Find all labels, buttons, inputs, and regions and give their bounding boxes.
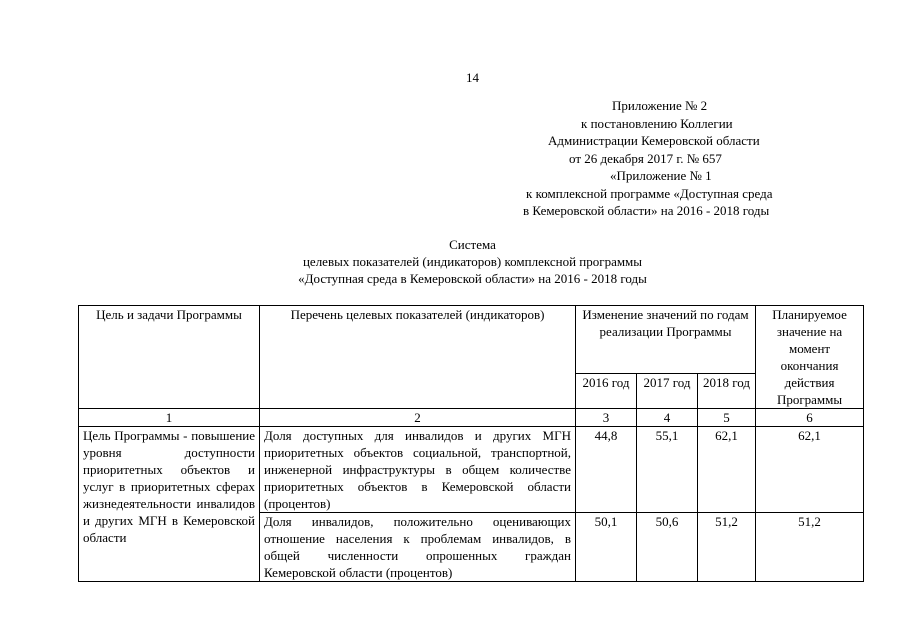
column-number: 3 [576,409,637,427]
value-2017: 50,6 [637,513,698,582]
indicator-cell: Доля инвалидов, положительно оценивающих отношение населения к проблемам инвалидов, в общей численности опрошенных граждан Кемеровской области (процентов) [260,513,576,582]
appendix-line: в Кемеровской области» на 2016 - 2018 годы [523,203,770,218]
column-number: 2 [260,409,576,427]
goal-cell: Цель Программы - повышение уровня доступности приоритетных объектов и услуг в приоритетных сферах жизнедеятельности инвалидов и других МГН в Кемеровской области [79,427,260,582]
column-number: 5 [698,409,756,427]
appendix-line: Приложение № 2 [612,98,708,113]
header-year-2016: 2016 год [576,374,637,409]
appendix-line: от 26 декабря 2017 г. № 657 [569,150,722,166]
column-number: 1 [79,409,260,427]
indicators-table [78,305,864,582]
title-line: «Доступная среда в Кемеровской области» на 2016 - 2018 годы [298,271,647,286]
page-number: 14 [466,70,479,85]
title-line: целевых показателей (индикаторов) комплексной программы [302,254,643,269]
appendix-line: «Приложение № 1 [610,168,712,183]
column-numbers-row [79,409,864,427]
value-planned: 51,2 [756,513,864,582]
header-year-2017: 2017 год [637,374,698,409]
value-2016: 44,8 [576,427,637,513]
appendix-header [470,97,870,220]
header-planned: Планируемое значение на момент окончания действия Программы [756,306,864,409]
appendix-line: Администрации Кемеровской области [548,133,760,148]
indicator-cell: Доля доступных для инвалидов и других МГН приоритетных объектов социальной, транспортной, инженерной инфраструктуры в общем количестве приоритетных объектов в Кемеровской области (процентов) [260,427,576,513]
value-planned: 62,1 [756,427,864,513]
column-number: 6 [756,409,864,427]
column-number: 4 [637,409,698,427]
value-2018: 62,1 [698,427,756,513]
value-2016: 50,1 [576,513,637,582]
value-2018: 51,2 [698,513,756,582]
appendix-line: к постановлению Коллегии [581,115,733,131]
title-line: Система [449,237,496,252]
header-goal: Цель и задачи Программы [79,306,260,409]
appendix-line: к комплексной программе «Доступная среда [526,185,773,201]
table-header-row [79,306,864,374]
document-title [0,236,905,287]
value-2017: 55,1 [637,427,698,513]
header-indicators: Перечень целевых показателей (индикаторов) [260,306,576,409]
header-year-2018: 2018 год [698,374,756,409]
header-change: Изменение значений по годам реализации Программы [576,306,756,374]
table-row [79,427,864,513]
